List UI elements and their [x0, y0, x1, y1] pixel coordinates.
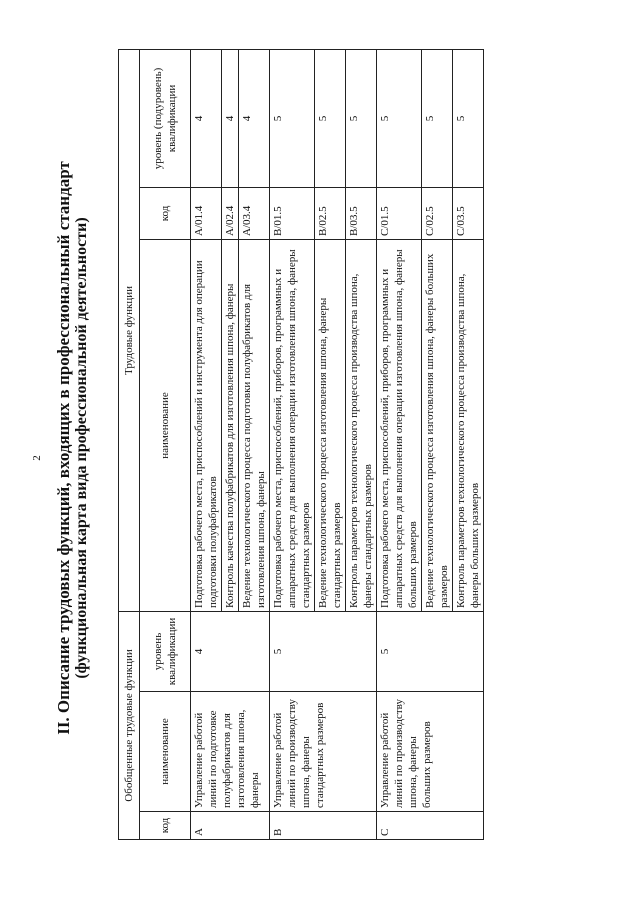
- header-level: уровень квалификации: [140, 611, 191, 691]
- function-code: C/02.5: [422, 187, 453, 239]
- header-function-code: код: [140, 187, 191, 239]
- group-code: C: [377, 812, 484, 840]
- header-name: наименование: [140, 692, 191, 812]
- function-name: Контроль параметров технологического процесса производства шпона, фанеры больших размеров: [453, 239, 484, 611]
- function-level: 5: [346, 49, 377, 187]
- function-level: 5: [377, 49, 422, 187]
- header-function-level: уровень (подуровень) квалификации: [140, 49, 191, 187]
- function-level: 5: [453, 49, 484, 187]
- function-level: 5: [422, 49, 453, 187]
- function-code: C/03.5: [453, 187, 484, 239]
- group-code: A: [191, 812, 270, 840]
- function-level: 4: [191, 49, 222, 187]
- functional-map-table: [118, 49, 484, 840]
- header-functions: Трудовые функции: [119, 49, 140, 611]
- function-code: B/01.5: [270, 187, 315, 239]
- function-name: Ведение технологического процесса подготовки полуфабрикатов для изготовления шпона, фанеры: [239, 239, 270, 611]
- function-level: 5: [315, 49, 346, 187]
- table-row: [377, 49, 422, 839]
- function-name: Ведение технологического процесса изготовления шпона, фанеры больших размеров: [422, 239, 453, 611]
- group-name: Управление работой линий по производству шпона, фанеры больших размеров: [377, 692, 484, 812]
- function-name: Контроль параметров технологического процесса производства шпона, фанеры стандартных размеров: [346, 239, 377, 611]
- function-name: Подготовка рабочего места, приспособлений, приборов, программных и аппаратных средств для выполнения операции изготовления шпона, фанеры больших размеров: [377, 239, 422, 611]
- header-generalized: Обобщенные трудовые функции: [119, 611, 140, 839]
- page-number: 2: [30, 455, 43, 461]
- function-code: B/03.5: [346, 187, 377, 239]
- group-level: 4: [191, 611, 270, 691]
- section-title: II. Описание трудовых функций, входящих в профессиональный стандарт: [54, 161, 73, 735]
- function-level: 5: [270, 49, 315, 187]
- function-name: Контроль качества полуфабрикатов для изготовления шпона, фанеры: [222, 239, 239, 611]
- function-name: Ведение технологического процесса изготовления шпона, фанеры стандартных размеров: [315, 239, 346, 611]
- table-row: [191, 49, 222, 839]
- group-name: Управление работой линий по подготовке полуфабрикатов для изготовления шпона, фанеры: [191, 692, 270, 812]
- group-name: Управление работой линий по производству шпона, фанеры стандартных размеров: [270, 692, 377, 812]
- function-code: A/02.4: [222, 187, 239, 239]
- function-code: B/02.5: [315, 187, 346, 239]
- section-subtitle: (функциональная карта вида профессиональной деятельности): [73, 217, 90, 679]
- group-level: 5: [377, 611, 484, 691]
- group-code: B: [270, 812, 377, 840]
- function-code: C/01.5: [377, 187, 422, 239]
- function-level: 4: [239, 49, 270, 187]
- header-code: код: [140, 812, 191, 840]
- function-code: A/03.4: [239, 187, 270, 239]
- group-level: 5: [270, 611, 377, 691]
- rotated-page: [50, 48, 590, 848]
- header-function-name: наименование: [140, 239, 191, 611]
- function-level: 4: [222, 49, 239, 187]
- function-name: Подготовка рабочего места, приспособлений, приборов, программных и аппаратных средств для выполнения операции изготовления шпона, фанеры стандартных размеров: [270, 239, 315, 611]
- table-row: [270, 49, 315, 839]
- function-name: Подготовка рабочего места, приспособлений и инструмента для операции подготовки полуфабрикатов: [191, 239, 222, 611]
- function-code: A/01.4: [191, 187, 222, 239]
